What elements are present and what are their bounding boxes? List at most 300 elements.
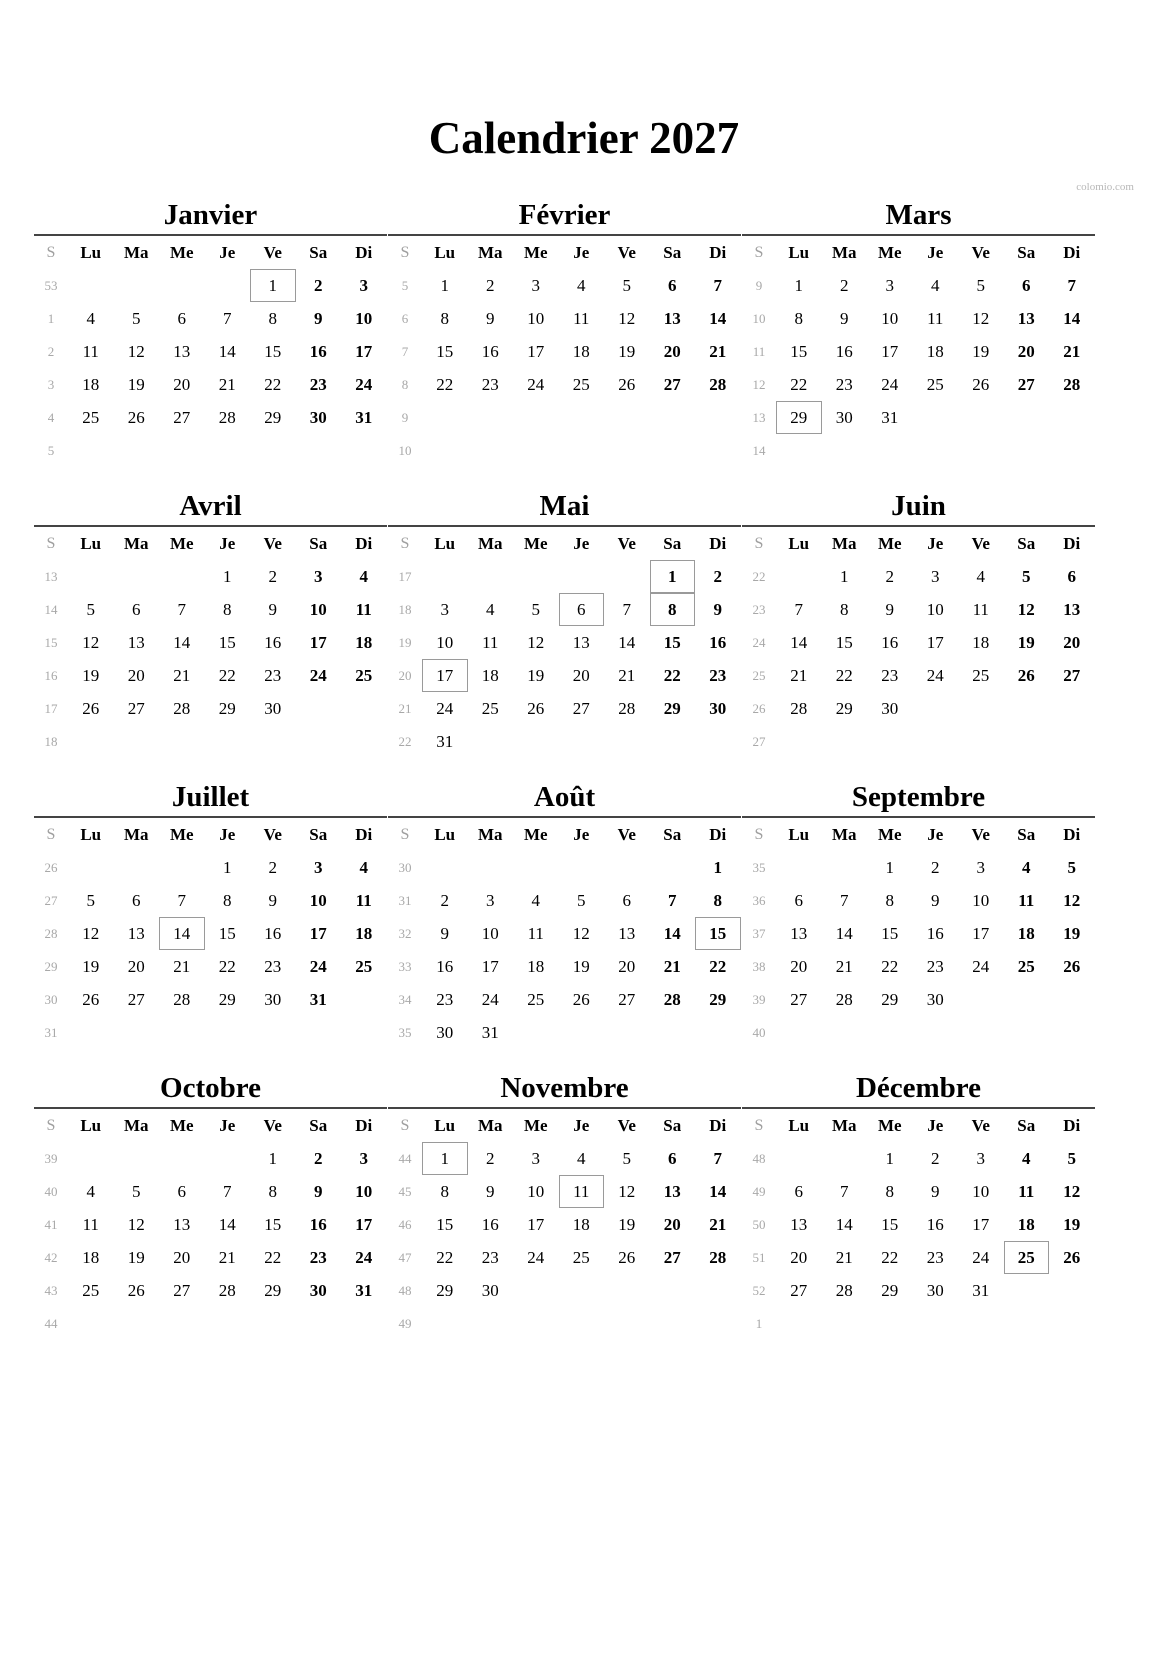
week-number: 30: [398, 860, 412, 875]
day-cell: 28: [835, 990, 853, 1009]
day-cell: 24: [527, 375, 545, 394]
week-number: 30: [44, 992, 58, 1007]
day-cell: 10: [355, 1182, 373, 1201]
day-cell: 28: [218, 1281, 236, 1300]
empty-day-cell: [913, 401, 959, 434]
weekday-header: Lu: [80, 825, 102, 844]
day-cell: 20: [572, 666, 590, 685]
day-cell: 22: [881, 957, 899, 976]
weekday-header: Je: [927, 534, 944, 553]
day-cell: 15: [218, 633, 236, 652]
day-cell: 23: [436, 990, 454, 1009]
empty-day-cell: [1004, 983, 1050, 1016]
day-cell: 3: [931, 567, 940, 586]
day-cell: 16: [835, 342, 853, 361]
day-cell: 5: [86, 600, 95, 619]
day-cell: 3: [885, 276, 894, 295]
week-row: [388, 1307, 741, 1340]
weekday-header: Lu: [80, 534, 102, 553]
day-cell: 16: [481, 1215, 499, 1234]
empty-day-cell: [422, 434, 468, 467]
day-cell: 18: [82, 1248, 100, 1267]
weekday-header: Ve: [617, 243, 636, 262]
empty-day-cell: [559, 1307, 605, 1340]
weekday-header: Je: [573, 1116, 590, 1135]
week-number: 14: [752, 443, 766, 458]
weekday-header: Sa: [1017, 825, 1036, 844]
day-cell: 30: [881, 699, 899, 718]
empty-day-cell: [513, 401, 559, 434]
week-row: [388, 1208, 741, 1241]
empty-day-cell: [205, 725, 251, 758]
week-row: [388, 659, 741, 692]
day-cell: 19: [1017, 633, 1035, 652]
day-cell: 27: [572, 699, 590, 718]
day-cell: 15: [790, 342, 808, 361]
month-block: [742, 1069, 1095, 1340]
empty-day-cell: [422, 401, 468, 434]
day-cell: 8: [650, 593, 696, 626]
day-cell: 2: [931, 858, 940, 877]
day-cell: 25: [572, 375, 590, 394]
week-row: [742, 725, 1095, 758]
day-cell: 12: [618, 1182, 636, 1201]
day-cell: 10: [972, 1182, 990, 1201]
day-cell: 31: [481, 1023, 499, 1042]
day-cell: 16: [481, 342, 499, 361]
empty-day-cell: [604, 1274, 650, 1307]
day-cell: 1: [268, 1149, 277, 1168]
day-cell: 23: [881, 666, 899, 685]
day-cell: 31: [355, 1281, 373, 1300]
weekday-header-row: [34, 818, 387, 851]
day-cell: 6: [1067, 567, 1076, 586]
weekday-header: Di: [1063, 825, 1081, 844]
day-cell: 18: [572, 342, 590, 361]
day-cell: 12: [127, 342, 145, 361]
day-cell: 22: [881, 1248, 899, 1267]
day-cell: 19: [82, 957, 100, 976]
day-cell: 7: [1067, 276, 1076, 295]
day-cell: 9: [314, 309, 323, 328]
week-number-header: S: [400, 244, 410, 261]
week-number: 46: [398, 1217, 412, 1232]
day-cell: 18: [355, 633, 373, 652]
empty-day-cell: [114, 725, 160, 758]
day-cell: 7: [223, 309, 232, 328]
day-cell: 28: [709, 1248, 727, 1267]
week-number: 53: [44, 278, 58, 293]
day-cell: 1: [885, 1149, 894, 1168]
empty-day-cell: [296, 1016, 342, 1049]
day-cell: 5: [976, 276, 985, 295]
day-cell: 31: [355, 408, 373, 427]
empty-day-cell: [68, 434, 114, 467]
day-cell: 4: [1022, 858, 1031, 877]
week-row: [742, 1241, 1095, 1274]
day-cell: 2: [314, 1149, 323, 1168]
day-cell: 9: [713, 600, 722, 619]
day-cell: 8: [794, 309, 803, 328]
week-number: 33: [398, 959, 412, 974]
day-cell: 3: [359, 1149, 368, 1168]
empty-day-cell: [296, 725, 342, 758]
week-number: 48: [398, 1283, 412, 1298]
empty-day-cell: [205, 1016, 251, 1049]
day-cell: 13: [618, 924, 636, 943]
weekday-header: Ma: [831, 534, 857, 553]
week-row: [388, 1241, 741, 1274]
weekday-header: Di: [709, 1116, 727, 1135]
day-cell: 26: [527, 699, 545, 718]
day-cell: 16: [264, 924, 282, 943]
day-cell: 2: [931, 1149, 940, 1168]
empty-day-cell: [159, 269, 205, 302]
day-cell: 5: [577, 891, 586, 910]
day-cell: 12: [82, 633, 100, 652]
week-number: 45: [398, 1184, 412, 1199]
empty-day-cell: [114, 434, 160, 467]
day-cell: 24: [881, 375, 899, 394]
empty-day-cell: [958, 725, 1004, 758]
week-row: [742, 368, 1095, 401]
empty-day-cell: [1004, 1274, 1050, 1307]
day-cell: 9: [885, 600, 894, 619]
day-cell: 14: [159, 917, 205, 950]
week-row: [742, 1142, 1095, 1175]
day-cell: 29: [436, 1281, 454, 1300]
day-cell: 21: [1063, 342, 1081, 361]
empty-day-cell: [958, 401, 1004, 434]
day-cell: 15: [663, 633, 681, 652]
day-cell: 14: [218, 342, 236, 361]
empty-day-cell: [867, 725, 913, 758]
week-number: 3: [47, 377, 55, 392]
day-cell: 14: [663, 924, 681, 943]
empty-day-cell: [250, 725, 296, 758]
month-name: Septembre: [851, 781, 986, 813]
day-cell: 1: [713, 858, 722, 877]
empty-day-cell: [604, 1016, 650, 1049]
weekday-header-row: [34, 236, 387, 269]
weekday-header: Me: [169, 825, 194, 844]
week-number-header: S: [400, 826, 410, 843]
day-cell: 5: [1067, 1149, 1076, 1168]
empty-day-cell: [114, 269, 160, 302]
weekday-header: Sa: [309, 1116, 328, 1135]
week-row: [742, 884, 1095, 917]
day-cell: 12: [127, 1215, 145, 1234]
day-cell: 1: [223, 567, 232, 586]
week-row: [34, 560, 387, 593]
day-cell: 27: [127, 699, 145, 718]
day-cell: 5: [622, 1149, 631, 1168]
weekday-header: Ma: [477, 1116, 503, 1135]
week-number: 49: [752, 1184, 766, 1199]
day-cell: 21: [663, 957, 681, 976]
day-cell: 23: [481, 375, 499, 394]
week-number: 51: [752, 1250, 766, 1265]
day-cell: 8: [885, 1182, 894, 1201]
month-block: [388, 778, 741, 1049]
week-number: 20: [398, 668, 412, 683]
day-cell: 31: [881, 408, 899, 427]
day-cell: 30: [309, 1281, 327, 1300]
day-cell: 24: [972, 957, 990, 976]
empty-day-cell: [776, 1016, 822, 1049]
empty-day-cell: [1049, 725, 1095, 758]
week-number: 28: [44, 926, 58, 941]
day-cell: 1: [650, 560, 696, 593]
day-cell: 25: [926, 375, 944, 394]
week-row: [742, 335, 1095, 368]
week-number: 38: [752, 959, 766, 974]
empty-day-cell: [1049, 1274, 1095, 1307]
weekday-header: Je: [573, 243, 590, 262]
day-cell: 28: [709, 375, 727, 394]
empty-day-cell: [559, 851, 605, 884]
day-cell: 3: [531, 276, 540, 295]
day-cell: 20: [663, 342, 681, 361]
week-number-header: S: [754, 1117, 764, 1134]
empty-day-cell: [159, 1142, 205, 1175]
day-cell: 23: [309, 1248, 327, 1267]
day-cell: 2: [713, 567, 722, 586]
week-number: 37: [752, 926, 766, 941]
empty-day-cell: [205, 269, 251, 302]
day-cell: 19: [972, 342, 990, 361]
week-row: [388, 983, 741, 1016]
week-number: 24: [752, 635, 766, 650]
day-cell: 18: [481, 666, 499, 685]
day-cell: 15: [436, 342, 454, 361]
day-cell: 11: [82, 1215, 99, 1234]
month-block: [34, 778, 387, 1049]
day-cell: 23: [709, 666, 727, 685]
empty-day-cell: [341, 434, 387, 467]
weekday-header: Ve: [263, 825, 282, 844]
empty-day-cell: [913, 725, 959, 758]
week-number: 5: [401, 278, 409, 293]
day-cell: 26: [82, 699, 100, 718]
weekday-header: Sa: [1017, 534, 1036, 553]
day-cell: 16: [926, 924, 944, 943]
day-cell: 23: [264, 666, 282, 685]
week-number: 17: [398, 569, 412, 584]
day-cell: 17: [355, 1215, 373, 1234]
credit-link[interactable]: colomio.com: [1076, 181, 1134, 193]
day-cell: 26: [618, 375, 636, 394]
day-cell: 21: [218, 1248, 236, 1267]
empty-day-cell: [205, 1142, 251, 1175]
week-number: 44: [398, 1151, 412, 1166]
day-cell: 16: [709, 633, 727, 652]
weekday-header: Ve: [617, 534, 636, 553]
day-cell: 27: [790, 1281, 808, 1300]
empty-day-cell: [341, 1307, 387, 1340]
week-row: [34, 851, 387, 884]
week-row: [388, 593, 741, 626]
empty-day-cell: [250, 1307, 296, 1340]
day-cell: 28: [173, 990, 191, 1009]
day-cell: 27: [618, 990, 636, 1009]
day-cell: 16: [436, 957, 454, 976]
day-cell: 4: [577, 276, 586, 295]
week-row: [34, 983, 387, 1016]
week-row: [742, 1208, 1095, 1241]
day-cell: 20: [173, 375, 191, 394]
day-cell: 10: [926, 600, 944, 619]
week-number: 18: [398, 602, 412, 617]
week-row: [742, 983, 1095, 1016]
week-number: 31: [44, 1025, 58, 1040]
day-cell: 8: [713, 891, 722, 910]
day-cell: 1: [885, 858, 894, 877]
day-cell: 27: [173, 1281, 191, 1300]
week-number: 9: [401, 410, 409, 425]
empty-day-cell: [958, 983, 1004, 1016]
weekday-header: Lu: [434, 534, 456, 553]
day-cell: 17: [881, 342, 899, 361]
day-cell: 11: [559, 1175, 605, 1208]
week-number: 39: [752, 992, 766, 1007]
weekday-header-row: [388, 818, 741, 851]
week-row: [34, 335, 387, 368]
month-name: Février: [518, 199, 611, 231]
weekday-header-row: [742, 818, 1095, 851]
day-cell: 7: [177, 891, 186, 910]
week-number: 23: [752, 602, 766, 617]
weekday-header: Ma: [123, 243, 149, 262]
day-cell: 10: [436, 633, 454, 652]
day-cell: 9: [440, 924, 449, 943]
empty-day-cell: [1049, 1016, 1095, 1049]
week-row: [34, 1016, 387, 1049]
day-cell: 20: [790, 957, 808, 976]
weekday-header: Je: [573, 534, 590, 553]
empty-day-cell: [822, 434, 868, 467]
day-cell: 6: [622, 891, 631, 910]
day-cell: 4: [86, 1182, 95, 1201]
day-cell: 10: [527, 1182, 545, 1201]
day-cell: 5: [132, 1182, 141, 1201]
day-cell: 23: [481, 1248, 499, 1267]
weekday-header-row: [34, 527, 387, 560]
day-cell: 21: [618, 666, 636, 685]
day-cell: 18: [572, 1215, 590, 1234]
week-row: [34, 626, 387, 659]
week-number: 40: [752, 1025, 766, 1040]
week-number: 17: [44, 701, 58, 716]
week-number: 15: [44, 635, 58, 650]
week-row: [34, 593, 387, 626]
day-cell: 15: [881, 1215, 899, 1234]
day-cell: 1: [440, 276, 449, 295]
week-number: 10: [398, 443, 412, 458]
week-number-header: S: [754, 244, 764, 261]
day-cell: 2: [486, 276, 495, 295]
day-cell: 9: [486, 1182, 495, 1201]
day-cell: 26: [82, 990, 100, 1009]
day-cell: 19: [572, 957, 590, 976]
day-cell: 13: [790, 924, 808, 943]
empty-day-cell: [958, 692, 1004, 725]
weekday-header: Ve: [617, 825, 636, 844]
day-cell: 25: [355, 957, 373, 976]
empty-day-cell: [513, 1274, 559, 1307]
day-cell: 6: [794, 891, 803, 910]
empty-day-cell: [695, 1274, 741, 1307]
day-cell: 25: [972, 666, 990, 685]
day-cell: 9: [314, 1182, 323, 1201]
day-cell: 14: [835, 924, 853, 943]
day-cell: 19: [127, 1248, 145, 1267]
day-cell: 13: [663, 309, 681, 328]
week-number: 27: [752, 734, 766, 749]
day-cell: 13: [572, 633, 590, 652]
day-cell: 25: [82, 1281, 100, 1300]
day-cell: 29: [835, 699, 853, 718]
day-cell: 22: [436, 375, 454, 394]
week-row: [388, 917, 741, 950]
month-name: Octobre: [160, 1072, 261, 1104]
day-cell: 17: [926, 633, 944, 652]
day-cell: 29: [881, 990, 899, 1009]
day-cell: 30: [926, 990, 944, 1009]
day-cell: 19: [127, 375, 145, 394]
empty-day-cell: [559, 401, 605, 434]
day-cell: 7: [713, 1149, 722, 1168]
weekday-header: Ma: [477, 534, 503, 553]
day-cell: 29: [881, 1281, 899, 1300]
week-number-header: S: [400, 1117, 410, 1134]
weekday-header: Sa: [1017, 1116, 1036, 1135]
weekday-header: Ve: [263, 243, 282, 262]
day-cell: 11: [355, 600, 372, 619]
weekday-header: Ve: [263, 534, 282, 553]
weekday-header: Me: [877, 1116, 902, 1135]
empty-day-cell: [650, 434, 696, 467]
day-cell: 22: [663, 666, 681, 685]
day-cell: 20: [1017, 342, 1035, 361]
empty-day-cell: [68, 1142, 114, 1175]
weekday-header: Me: [523, 534, 548, 553]
empty-day-cell: [468, 434, 514, 467]
day-cell: 1: [794, 276, 803, 295]
empty-day-cell: [513, 1307, 559, 1340]
day-cell: 1: [223, 858, 232, 877]
day-cell: 16: [926, 1215, 944, 1234]
weekday-header: Ve: [263, 1116, 282, 1135]
week-row: [388, 626, 741, 659]
empty-day-cell: [159, 1016, 205, 1049]
page-title: Calendrier 2027: [428, 113, 740, 163]
week-row: [34, 269, 387, 302]
empty-day-cell: [695, 1307, 741, 1340]
day-cell: 17: [527, 342, 545, 361]
week-row: [388, 302, 741, 335]
day-cell: 2: [885, 567, 894, 586]
week-row: [34, 884, 387, 917]
day-cell: 13: [1017, 309, 1035, 328]
day-cell: 12: [572, 924, 590, 943]
empty-day-cell: [604, 401, 650, 434]
week-number: 47: [398, 1250, 412, 1265]
empty-day-cell: [559, 560, 605, 593]
empty-day-cell: [822, 725, 868, 758]
week-row: [388, 401, 741, 434]
weekday-header: Sa: [309, 243, 328, 262]
